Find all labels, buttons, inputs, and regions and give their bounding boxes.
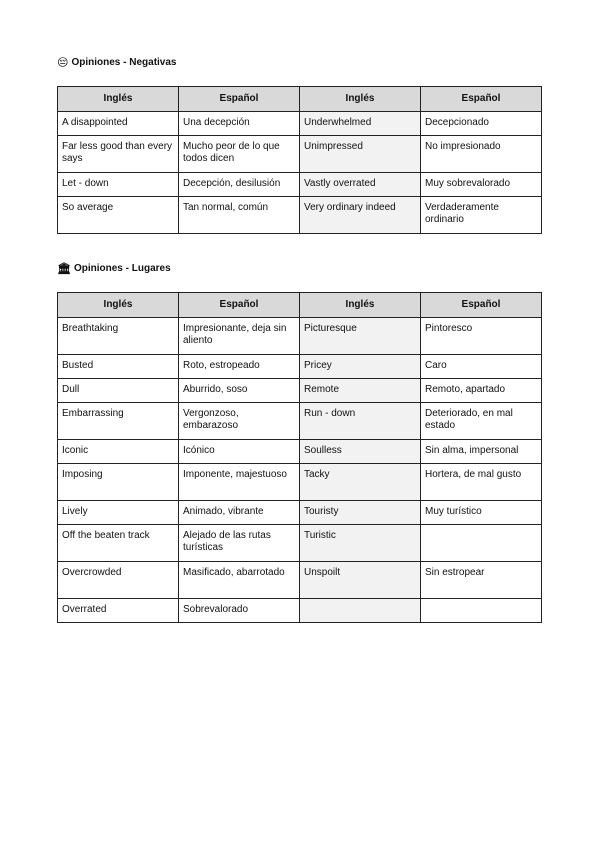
cell-spanish: Masificado, abarrotado xyxy=(179,562,300,599)
vocab-table-lugares xyxy=(57,292,542,623)
section-title-text: Opiniones - Negativas xyxy=(71,57,177,68)
cell-english: Overrated xyxy=(58,599,179,623)
cell-english: Unspoilt xyxy=(300,562,421,599)
cell-english: Vastly overrated xyxy=(300,173,421,197)
header-ingles: Inglés xyxy=(58,87,179,112)
cell-spanish: Verdaderamente ordinario xyxy=(421,197,542,234)
cell-spanish: Muy sobrevalorado xyxy=(421,173,542,197)
cell-spanish: No impresionado xyxy=(421,136,542,173)
cell-english: Unimpressed xyxy=(300,136,421,173)
section-title xyxy=(57,262,541,276)
vocab-table-negativas xyxy=(57,86,542,234)
cell-spanish xyxy=(421,525,542,562)
cell-spanish: Caro xyxy=(421,355,542,379)
cell-english: Breathtaking xyxy=(58,318,179,355)
cell-english: Soulless xyxy=(300,440,421,464)
table-row xyxy=(58,525,542,562)
cell-english: Imposing xyxy=(58,464,179,501)
cell-spanish: Una decepción xyxy=(179,112,300,136)
cell-spanish: Tan normal, común xyxy=(179,197,300,234)
cell-spanish: Muy turístico xyxy=(421,501,542,525)
cell-english: Pricey xyxy=(300,355,421,379)
classical-building-icon: 🏛 xyxy=(57,262,71,275)
table-row xyxy=(58,136,542,173)
cell-spanish: Remoto, apartado xyxy=(421,379,542,403)
cell-english: Let - down xyxy=(58,173,179,197)
cell-spanish: Vergonzoso, embarazoso xyxy=(179,403,300,440)
table-row xyxy=(58,379,542,403)
cell-spanish: Animado, vibrante xyxy=(179,501,300,525)
cell-spanish: Imponente, majestuoso xyxy=(179,464,300,501)
table-row xyxy=(58,440,542,464)
cell-english: Turistic xyxy=(300,525,421,562)
cell-spanish: Impresionante, deja sin aliento xyxy=(179,318,300,355)
sad-face-icon: 😔 xyxy=(57,56,69,69)
cell-spanish: Hortera, de mal gusto xyxy=(421,464,542,501)
cell-spanish: Sin alma, impersonal xyxy=(421,440,542,464)
table-row xyxy=(58,197,542,234)
section-title-text: Opiniones - Lugares xyxy=(73,263,171,274)
cell-english: Underwhelmed xyxy=(300,112,421,136)
cell-english: A disappointed xyxy=(58,112,179,136)
table-row xyxy=(58,403,542,440)
cell-english: Dull xyxy=(58,379,179,403)
cell-english: Run - down xyxy=(300,403,421,440)
cell-spanish: Alejado de las rutas turísticas xyxy=(179,525,300,562)
cell-english: Tacky xyxy=(300,464,421,501)
section-negativas xyxy=(57,56,541,234)
header-espanol: Español xyxy=(421,293,542,318)
cell-spanish: Deteriorado, en mal estado xyxy=(421,403,542,440)
table-header-row xyxy=(58,293,542,318)
table-row xyxy=(58,599,542,623)
cell-spanish: Decepcionado xyxy=(421,112,542,136)
table-row xyxy=(58,318,542,355)
table-row xyxy=(58,501,542,525)
section-lugares xyxy=(57,262,541,623)
cell-english: Embarrassing xyxy=(58,403,179,440)
cell-english: Picturesque xyxy=(300,318,421,355)
cell-spanish: Roto, estropeado xyxy=(179,355,300,379)
cell-spanish: Icónico xyxy=(179,440,300,464)
header-espanol: Español xyxy=(179,293,300,318)
table-row xyxy=(58,355,542,379)
cell-english: Touristy xyxy=(300,501,421,525)
cell-spanish: Aburrido, soso xyxy=(179,379,300,403)
section-title xyxy=(57,56,541,70)
table-row xyxy=(58,112,542,136)
cell-english: Iconic xyxy=(58,440,179,464)
table-row xyxy=(58,464,542,501)
cell-english: Lively xyxy=(58,501,179,525)
header-ingles: Inglés xyxy=(300,87,421,112)
header-ingles: Inglés xyxy=(58,293,179,318)
cell-english: Off the beaten track xyxy=(58,525,179,562)
cell-english xyxy=(300,599,421,623)
header-espanol: Español xyxy=(421,87,542,112)
cell-spanish: Sin estropear xyxy=(421,562,542,599)
cell-english: Busted xyxy=(58,355,179,379)
cell-english: Very ordinary indeed xyxy=(300,197,421,234)
cell-english: Remote xyxy=(300,379,421,403)
header-espanol: Español xyxy=(179,87,300,112)
cell-spanish xyxy=(421,599,542,623)
header-ingles: Inglés xyxy=(300,293,421,318)
cell-english: Overcrowded xyxy=(58,562,179,599)
cell-spanish: Sobrevalorado xyxy=(179,599,300,623)
cell-spanish: Pintoresco xyxy=(421,318,542,355)
cell-spanish: Decepción, desilusión xyxy=(179,173,300,197)
cell-spanish: Mucho peor de lo que todos dicen xyxy=(179,136,300,173)
cell-english: Far less good than every says xyxy=(58,136,179,173)
table-row xyxy=(58,173,542,197)
cell-english: So average xyxy=(58,197,179,234)
table-row xyxy=(58,562,542,599)
table-header-row xyxy=(58,87,542,112)
